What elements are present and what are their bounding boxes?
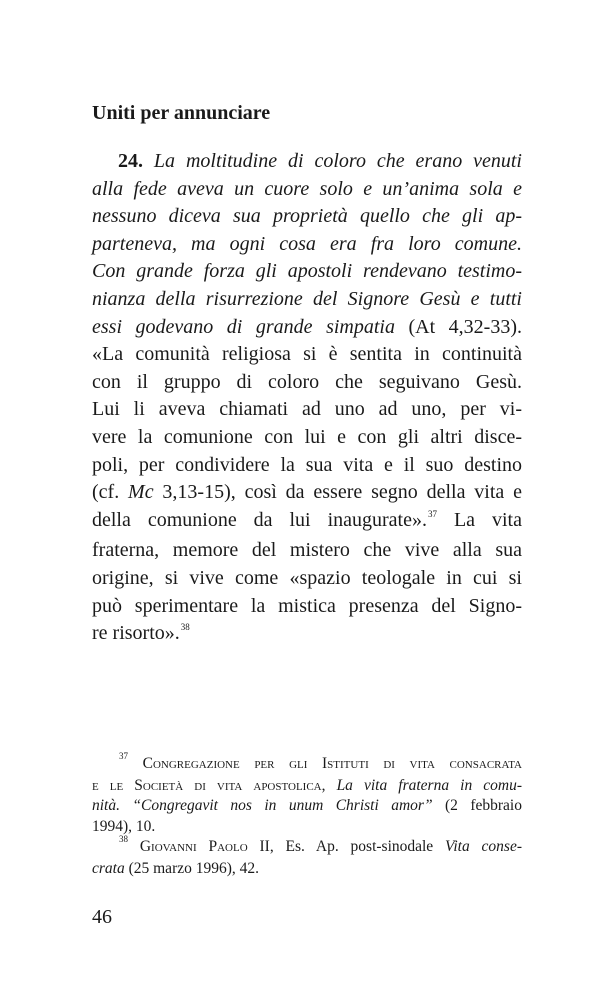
text-line: della comunione da lui inaugurate».$^{37}$ La vita [92, 508, 522, 531]
footnote-line: crata (25 marzo 1996), 42. [92, 859, 260, 877]
footnote-line: 1994), 10. [92, 817, 156, 835]
footnote-marker: 38 [119, 834, 128, 844]
footnote-ref-38[interactable]: 38 [180, 622, 190, 633]
paragraph-24 [92, 148, 522, 651]
text-line: 24. La moltitudine di coloro che erano venuti [118, 150, 522, 172]
text-line: nianza della risurrezione del Signore Gesù e tutti [92, 287, 522, 310]
footnote-line: e le Società di vita apostolica, La vita fraterna in comu- [92, 776, 522, 794]
text-line: fraterna, memore del mistero che vive alla sua [92, 539, 522, 562]
text-line: nessuno diceva sua proprietà quello che gli ap- [92, 205, 522, 228]
section-heading: Uniti per annunciare [92, 102, 271, 124]
text-line: può sperimentare la mistica presenza del Signo- [92, 594, 522, 617]
footnote-38: $^{38}$ Giovanni Paolo II, Es. Ap. post-sinodale Vita conse- [119, 834, 522, 855]
footnote-37: $^{37}$ Congregazione per gli Istituti di vita consacrata [119, 751, 522, 772]
footnote-marker: 37 [119, 751, 128, 761]
text-line: alla fede aveva un cuore solo e un’anima sola e [92, 177, 522, 200]
footnote-line: nità. “Congregavit nos in unum Christi amor” (2 febbraio [92, 797, 522, 814]
text-line: origine, si vive come «spazio teologale in cui si [92, 566, 522, 589]
text-line: «La comunità religiosa si è sentita in continuità [92, 343, 522, 366]
text-line: essi godevano di grande simpatia (At 4,32-33). [92, 315, 522, 338]
footnote-ref-37[interactable]: 37 [427, 508, 437, 519]
text-line: (cf. Mc 3,13-15), così da essere segno della vita e [92, 481, 522, 504]
text-line: poli, per condividere la sua vita e il suo destino [92, 453, 522, 476]
page-number: 46 [92, 906, 112, 928]
footnotes [92, 751, 522, 879]
text-line: vere la comunione con lui e con gli altri disce- [92, 425, 522, 448]
text-line: parteneva, ma ogni cosa era fra loro comune. [92, 232, 522, 255]
text-line: con il gruppo di coloro che seguivano Gesù. [92, 370, 522, 393]
text-line: Con grande forza gli apostoli rendevano testimo- [92, 260, 522, 283]
paragraph-number: 24. [118, 150, 143, 172]
text-line: re risorto».$^{38}$ [92, 622, 190, 645]
text-line: Lui li aveva chiamati ad uno ad uno, per vi- [92, 398, 522, 421]
